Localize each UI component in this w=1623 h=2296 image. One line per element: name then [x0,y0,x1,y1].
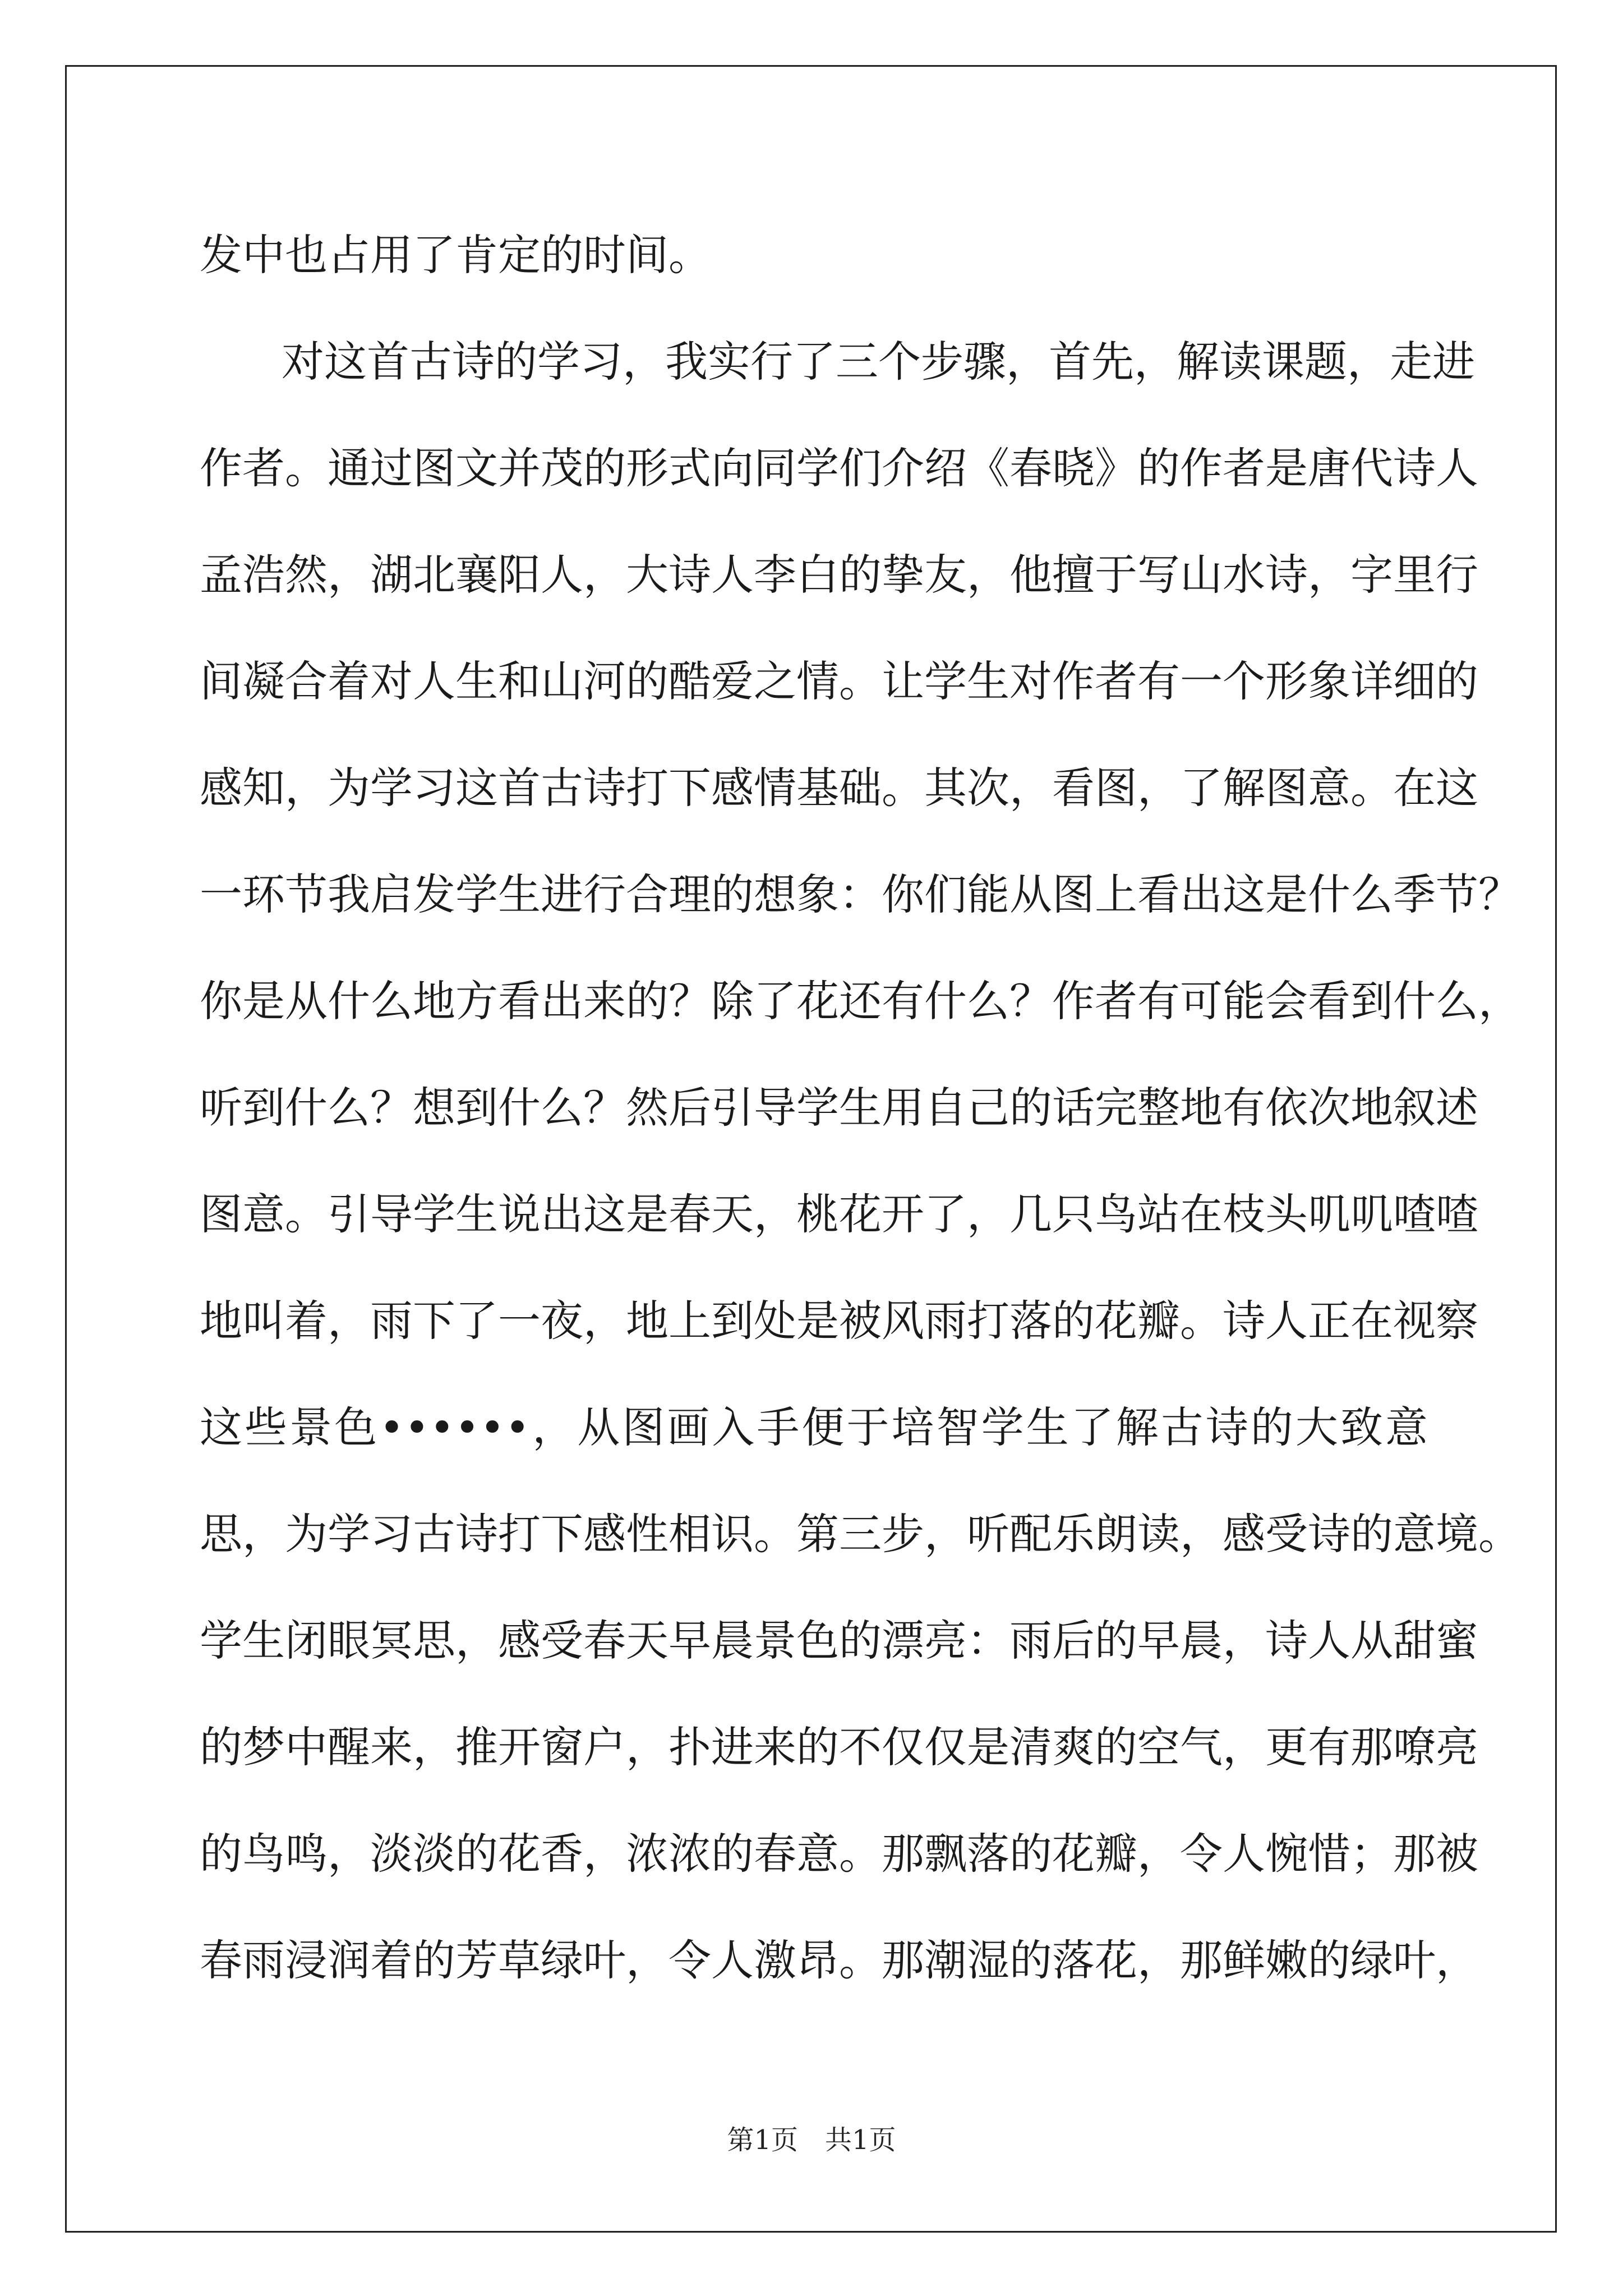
text-line: 孟浩然，湖北襄阳人，大诗人李白的挚友，他擅于写山水诗，字里行 [200,550,1478,600]
text-line: 间凝合着对人生和山河的酷爱之情。让学生对作者有一个形象详细的 [200,656,1478,706]
text-line: 这些景色••••••，从图画入手便于培智学生了解古诗的大致意 [200,1402,1428,1452]
text-line: 春雨浸润着的芳草绿叶，令人激昂。那潮湿的落花，那鲜嫩的绿叶， [200,1935,1478,1985]
text-line: 发中也占用了肯定的时间。 [200,230,711,280]
document-body [200,202,1521,2014]
text-line: 学生闭眼冥思，感受春天早晨景色的漂亮：雨后的早晨，诗人从甜蜜 [200,1616,1478,1665]
text-line: 地叫着，雨下了一夜，地上到处是被风雨打落的花瓣。诗人正在视察 [200,1296,1478,1346]
text-line: 的鸟鸣，淡淡的花香，浓浓的春意。那飘落的花瓣，令人惋惜；那被 [200,1829,1478,1879]
text-line: 你是从什么地方看出来的？除了花还有什么？作者有可能会看到什么， [200,976,1521,1026]
text-line: 作者。通过图文并茂的形式向同学们介绍《春晓》的作者是唐代诗人 [200,443,1478,493]
page-footer: 第1页 共1页 [727,2124,896,2156]
paragraph-start-line: 对这首古诗的学习，我实行了三个步骤，首先，解读课题，走进 [282,337,1475,386]
text-line: 图意。引导学生说出这是春天，桃花开了，几只鸟站在枝头叽叽喳喳 [200,1189,1478,1239]
text-line: 一环节我启发学生进行合理的想象：你们能从图上看出这是什么季节？ [200,869,1521,919]
text-line: 思，为学习古诗打下感性相识。第三步，听配乐朗读，感受诗的意境。 [200,1509,1521,1559]
text-line: 感知，为学习这首古诗打下感情基础。其次，看图，了解图意。在这 [200,763,1478,813]
text-line: 的梦中醒来，推开窗户，扑进来的不仅仅是清爽的空气，更有那嘹亮 [200,1722,1478,1772]
text-line: 听到什么？想到什么？然后引导学生用自己的话完整地有依次地叙述 [200,1083,1478,1133]
